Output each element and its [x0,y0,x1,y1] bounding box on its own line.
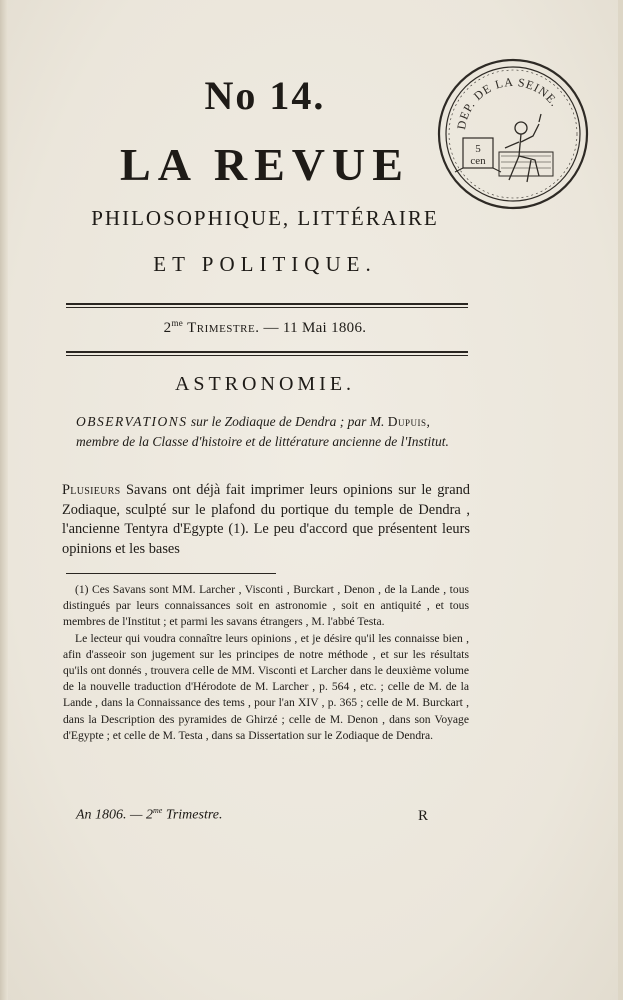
stamp-price-value: 5 [475,143,481,155]
journal-title: LA REVUE [120,139,410,190]
article-title-rest: sur le Zodiaque de Dendra ; par M. [190,414,385,429]
dateline-number: 2 [163,320,172,336]
double-rule-bottom [66,351,468,356]
dateline-label: Trimestre. [187,320,260,336]
article-author: Dupuis [387,414,427,429]
article-author-description: , membre de la Classe d'histoire et de littérature ancienne de l'Institut. [76,414,449,449]
dateline-ordinal: me [171,318,184,328]
signature-line [76,806,436,824]
signature-ordinal: me [153,806,163,815]
signature-mark: R [418,808,429,824]
issue-number: No 14. [204,73,326,118]
double-rule-top [66,303,468,308]
article-body [62,481,470,559]
journal-subtitle-line1: PHILOSOPHIQUE, LITTÉRAIRE [91,206,439,230]
footnote-1-continued: Le lecteur qui voudra connaître leurs opinions , et je désire qu'il les connaisse bien , afin d'asseoir son jugement sur les principes de notre méthode , et sur les résultats qu'ils ont donnés , trouvera celle de MM. Visconti et Larcher dans le deuxième volume de la nouvelle traduction d'Hérodote de M. Larcher , p. 564 , etc. ; celle de M. de la Lande , dans la Connaissance des tems , pour l'an XIV , p. 365 ; celle de M. Burckart , dans la Description des pyramides de Ghirzé ; celle de M. Denon , dans son Voyage d'Egypte ; et celle de M. Testa , dans sa Dissertation sur le Zodiaque de Dendra. [63,631,469,742]
article-title [76,412,470,452]
footnote-rule [66,573,276,574]
article-body-lead: Plusieurs [62,482,121,498]
footnotes [63,582,469,744]
section-heading: ASTRONOMIE. [174,373,356,395]
signature-year: An 1806. — 2 [76,807,153,823]
article-body-text: Savans ont déjà fait imprimer leurs opinions sur le grand Zodiaque, sculpté sur le plafond du portique du temple de Dendra , l'ancienne Tentyra d'Egypte (1). Le peu d'accord que présentent leurs opinions et les bases [62,482,470,557]
journal-subtitle-line2: ET POLITIQUE. [153,252,377,276]
dateline-date: — 11 Mai 1806. [263,320,367,336]
stamp-price-unit: cen [470,155,486,167]
article-title-lead: OBSERVATIONS [76,414,188,429]
page-edge [618,0,623,1000]
stamp-legend: DEP. DE LA SEINE. [454,74,563,131]
signature-label: Trimestre. [165,807,223,823]
footnote-1: (1) Ces Savans sont MM. Larcher , Visconti , Burckart , Denon , de la Lande , tous distingués par leurs connaissances soit en astronomie , soit en antiquité , et tous membres de l'Institut ; et parmi les savans étrangers , M. l'abbé Testa. [63,583,469,629]
dateline [0,318,530,337]
